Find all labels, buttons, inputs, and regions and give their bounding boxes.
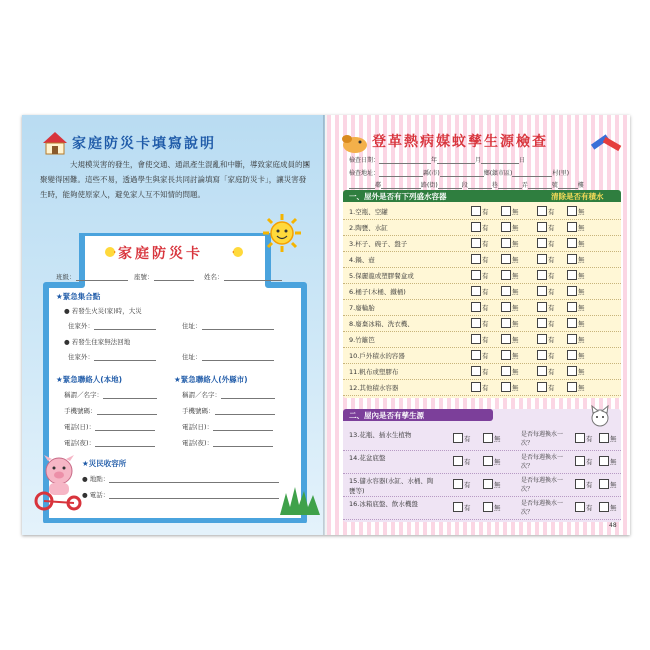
yes-checkbox[interactable]: 有 [471, 254, 489, 264]
remote-contact-name-field[interactable]: 稱謂／名字： [182, 390, 275, 399]
no-checkbox[interactable]: 無 [483, 433, 501, 443]
yes-checkbox[interactable]: 有 [537, 238, 555, 248]
yes-checkbox[interactable]: 有 [537, 302, 555, 312]
no-checkbox[interactable]: 無 [599, 456, 617, 466]
yes-checkbox[interactable]: 有 [471, 318, 489, 328]
intro-paragraph: 大規模災害的發生，會使交通、通訊產生混亂和中斷，導致家庭成員的團聚變得困難。這些不易，透過學生與家長共同討論填寫「家庭防災卡」，讓災害發生時，能夠使原家人，避免家人互不知情的問題。 [40, 160, 310, 199]
no-checkbox[interactable]: 無 [483, 502, 501, 512]
water-check-subtitle: 清除是否有積水 [551, 192, 604, 201]
right-page [327, 115, 630, 535]
indoor-breeding-checklist [343, 409, 621, 522]
chick-icon [232, 245, 244, 257]
weekly-water-change-question: 是否每週換水一次？ [521, 431, 564, 447]
yes-checkbox[interactable]: 有 [453, 502, 471, 512]
card-title: 家庭防災卡 [118, 246, 203, 262]
no-checkbox[interactable]: 無 [483, 456, 501, 466]
shelter-phone-field[interactable]: ● 電話： [82, 490, 279, 499]
outdoor-container-checklist [343, 190, 621, 398]
yes-checkbox[interactable]: 有 [471, 222, 489, 232]
no-checkbox[interactable]: 無 [501, 318, 519, 328]
checklist-row [343, 220, 621, 236]
yes-checkbox[interactable]: 有 [537, 270, 555, 280]
inspection-address-field[interactable]: 檢查地址： 縣(市) 鄉(鎮市區) 村(里) [349, 170, 570, 177]
no-checkbox[interactable]: 無 [501, 366, 519, 376]
checklist-row [343, 348, 621, 364]
yes-checkbox[interactable]: 有 [471, 206, 489, 216]
yes-checkbox[interactable]: 有 [471, 302, 489, 312]
checklist-row [343, 236, 621, 252]
yes-checkbox[interactable]: 有 [471, 334, 489, 344]
yes-checkbox[interactable]: 有 [575, 502, 593, 512]
no-checkbox[interactable]: 無 [567, 254, 585, 264]
yes-checkbox[interactable]: 有 [537, 222, 555, 232]
checklist-row [343, 204, 621, 220]
checklist-row [343, 268, 621, 284]
name-field[interactable]: 姓名： [204, 272, 282, 281]
no-checkbox[interactable]: 無 [567, 222, 585, 232]
yes-checkbox[interactable]: 有 [471, 366, 489, 376]
page-title: 家庭防災卡填寫說明 [72, 136, 216, 152]
yes-checkbox[interactable]: 有 [537, 350, 555, 360]
no-checkbox[interactable]: 無 [567, 206, 585, 216]
gather-place-field[interactable]: 住家外： [68, 321, 156, 330]
no-checkbox[interactable]: 無 [567, 366, 585, 376]
checklist-item-label: 3.杯子、碗子、盤子 [349, 240, 408, 248]
no-checkbox[interactable]: 無 [501, 334, 519, 344]
no-checkbox[interactable]: 無 [599, 502, 617, 512]
checklist-item-label: 4.鍋、壺 [349, 256, 375, 264]
no-checkbox[interactable]: 無 [599, 479, 617, 489]
yes-checkbox[interactable]: 有 [575, 433, 593, 443]
no-checkbox[interactable]: 無 [501, 382, 519, 392]
local-contact-mobile-field[interactable]: 手機號碼： [64, 406, 157, 415]
inspection-address-detail-field[interactable]: 鄰 路(街) 段 巷 弄 號 樓 [349, 180, 584, 189]
left-page [22, 115, 325, 535]
local-contact-name-field[interactable]: 稱謂／名字： [64, 390, 157, 399]
yes-checkbox[interactable]: 有 [537, 366, 555, 376]
page-number: 48 [609, 522, 617, 529]
sun-icon [262, 213, 302, 253]
checklist-row [343, 252, 621, 268]
checklist-row [343, 332, 621, 348]
no-checkbox[interactable]: 無 [501, 350, 519, 360]
open-booklet [22, 115, 630, 535]
no-checkbox[interactable]: 無 [599, 433, 617, 443]
weekly-water-change-question: 是否每週換水一次？ [521, 500, 564, 516]
no-checkbox[interactable]: 無 [501, 238, 519, 248]
no-checkbox[interactable]: 無 [501, 270, 519, 280]
yes-checkbox[interactable]: 有 [471, 286, 489, 296]
checklist-row [343, 284, 621, 300]
local-contact-day-phone-field[interactable]: 電話(日)： [64, 422, 155, 431]
no-checkbox[interactable]: 無 [501, 254, 519, 264]
class-field[interactable]: 班級： [56, 272, 128, 281]
checklist-row [343, 450, 621, 474]
cat-icon [587, 405, 613, 427]
checklist-item-label: 14.花盆底盤 [349, 454, 386, 462]
gather-address-field[interactable]: 住址： [182, 321, 274, 330]
remote-contact-day-phone-field[interactable]: 電話(日)： [182, 422, 273, 431]
weekly-water-change-question: 是否每週換水一次？ [521, 477, 564, 493]
checklist-item-label: 16.冰箱底盤、飲水機盤 [349, 500, 418, 508]
grass-illustration [280, 485, 320, 515]
no-checkbox[interactable]: 無 [501, 222, 519, 232]
checklist-item-label: 8.廢棄冰箱、洗衣機、 [349, 320, 414, 328]
yes-checkbox[interactable]: 有 [537, 254, 555, 264]
yes-checkbox[interactable]: 有 [575, 479, 593, 489]
yes-checkbox[interactable]: 有 [575, 456, 593, 466]
remote-contact-mobile-field[interactable]: 手機號碼： [182, 406, 275, 415]
checklist-item-label: 5.保麗龍或塑膠餐盒或 [349, 272, 414, 280]
dog-icon [339, 131, 369, 155]
yes-checkbox[interactable]: 有 [471, 382, 489, 392]
checklist-item-label: 9.竹籬笆 [349, 336, 375, 344]
no-checkbox[interactable]: 無 [567, 286, 585, 296]
yes-checkbox[interactable]: 有 [537, 382, 555, 392]
yes-checkbox[interactable]: 有 [471, 350, 489, 360]
gather-point-heading: ★緊急集合點 [56, 292, 101, 301]
seat-field[interactable]: 座號： [134, 272, 194, 281]
yes-checkbox[interactable]: 有 [471, 270, 489, 280]
checklist-item-label: 11.帆布或塑膠布 [349, 368, 399, 376]
yes-checkbox[interactable]: 有 [453, 433, 471, 443]
no-checkbox[interactable]: 無 [501, 286, 519, 296]
yes-checkbox[interactable]: 有 [537, 286, 555, 296]
gather-address-field[interactable]: 住址： [182, 352, 274, 361]
checklist-item-label: 12.其他積水容器 [349, 384, 399, 392]
indoor-section-header [343, 409, 493, 421]
no-checkbox[interactable]: 無 [483, 479, 501, 489]
house-icon [42, 131, 68, 155]
gather-item-text: ● 若發生住家無法回地 [64, 338, 131, 346]
checklist-row [343, 427, 621, 451]
checklist-item-label: 2.陶甕、水缸 [349, 224, 388, 232]
local-contact-heading: ★緊急聯絡人(本地) [56, 375, 123, 384]
no-checkbox[interactable]: 無 [567, 350, 585, 360]
checklist-row [343, 380, 621, 396]
outdoor-section-title: 一、屋外是否有下列盛水容器 [349, 192, 447, 201]
remote-contact-heading: ★緊急聯絡人(外縣市) [174, 375, 248, 384]
checklist-item-label: 7.廢輪胎 [349, 304, 375, 312]
checklist-row [343, 496, 621, 520]
no-checkbox[interactable]: 無 [567, 382, 585, 392]
yes-checkbox[interactable]: 有 [453, 479, 471, 489]
weekly-water-change-question: 是否每週換水一次？ [521, 454, 564, 470]
yes-checkbox[interactable]: 有 [471, 238, 489, 248]
crayons-icon [589, 129, 625, 157]
no-checkbox[interactable]: 無 [567, 238, 585, 248]
yes-checkbox[interactable]: 有 [537, 206, 555, 216]
no-checkbox[interactable]: 無 [567, 302, 585, 312]
checklist-item-label: 13.花瓶、插水生植物 [349, 431, 412, 439]
inspection-date-field[interactable]: 檢查日期： 年 月 日 [349, 157, 526, 164]
shelter-location-field[interactable]: ● 地點： [82, 474, 279, 483]
shelter-heading: ★災民收容所 [82, 459, 127, 468]
yes-checkbox[interactable]: 有 [537, 334, 555, 344]
pig-on-tricycle-illustration [34, 455, 84, 511]
checklist-item-label: 1.空瓶、空罐 [349, 208, 388, 216]
chick-icon [104, 245, 116, 257]
remote-contact-night-phone-field[interactable]: 電話(夜)： [182, 438, 273, 447]
checklist-item-label: 10.戶外積水的容器 [349, 352, 405, 360]
local-contact-night-phone-field[interactable]: 電話(夜)： [64, 438, 155, 447]
indoor-section-title: 二、屋內是否有孳生源 [349, 411, 424, 420]
no-checkbox[interactable]: 無 [567, 318, 585, 328]
no-checkbox[interactable]: 無 [567, 334, 585, 344]
yes-checkbox[interactable]: 有 [537, 318, 555, 328]
checklist-item-label: 15.儲水容器(水缸、水桶、陶甕等) [349, 477, 434, 495]
outdoor-section-header [343, 190, 621, 202]
no-checkbox[interactable]: 無 [501, 206, 519, 216]
no-checkbox[interactable]: 無 [567, 270, 585, 280]
page-title: 登革熱病媒蚊孳生源檢查 [372, 134, 548, 150]
no-checkbox[interactable]: 無 [501, 302, 519, 312]
checklist-row [343, 300, 621, 316]
checklist-row [343, 316, 621, 332]
checklist-row [343, 364, 621, 380]
yes-checkbox[interactable]: 有 [453, 456, 471, 466]
gather-item-text: ● 若發生火災(家)時，大災 [64, 307, 142, 315]
checklist-row [343, 473, 621, 497]
gather-place-field[interactable]: 住家外： [68, 352, 156, 361]
checklist-item-label: 6.桶子(木桶、鐵桶) [349, 288, 406, 296]
